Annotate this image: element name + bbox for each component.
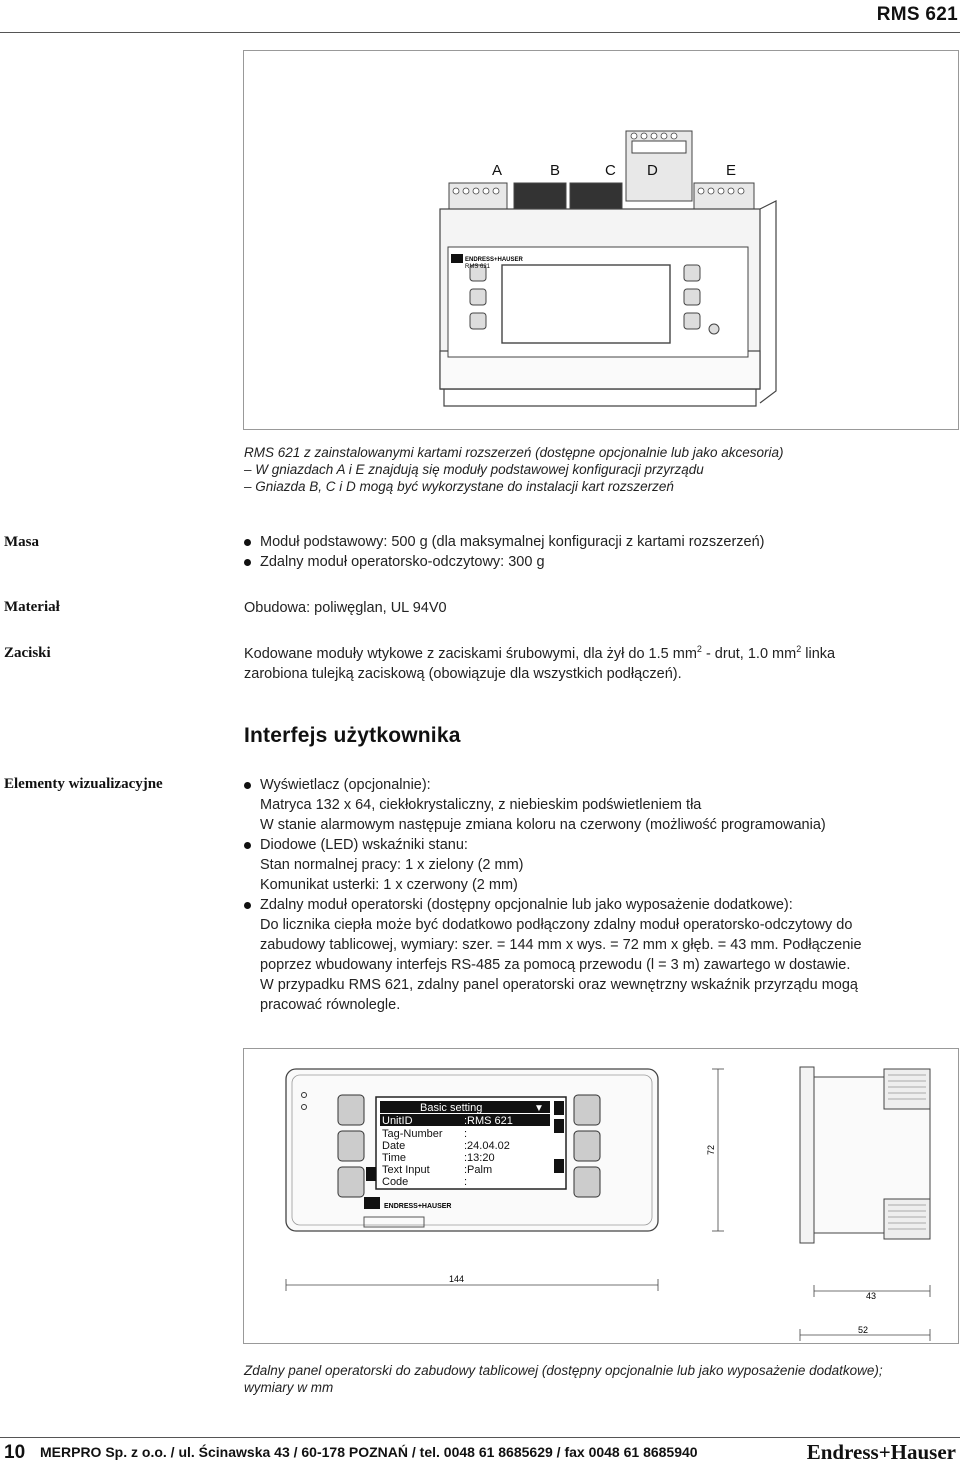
- masa-label: Masa: [4, 534, 39, 550]
- remote-panel-drawing: [244, 1049, 958, 1343]
- screen-row-value: :13:20: [464, 1152, 495, 1164]
- device-model-text: RMS 621: [465, 264, 491, 270]
- page-header-title: RMS 621: [876, 4, 958, 25]
- elementy-list: [244, 775, 944, 1015]
- screen-row-value: :: [464, 1176, 468, 1188]
- zaciski-sup1: 2: [696, 644, 702, 654]
- device-brand-text: ENDRESS+HAUSER: [465, 257, 523, 263]
- header-rule: [0, 32, 960, 33]
- device-figure: [243, 50, 959, 430]
- screen-row-key: UnitID: [382, 1115, 413, 1127]
- elementy-line: pracować równolegle.: [260, 997, 401, 1013]
- material-label: Materiał: [4, 599, 60, 615]
- figure2-caption-line: Zdalny panel operatorski do zabudowy tablicowej (dostępny opcjonalnie lub jako wyposażenie dodatkowe);: [244, 1363, 883, 1378]
- elementy-line: Stan normalnej pracy: 1 x zielony (2 mm): [260, 857, 524, 873]
- zaciski-line2: zarobiona tulejką zaciskową (obowiązuje dla wszystkich podłączeń).: [244, 666, 682, 682]
- slot-label-c: C: [605, 162, 616, 179]
- elementy-line: Zdalny moduł operatorski (dostępny opcjonalnie lub jako wyposażenie dodatkowe):: [244, 895, 944, 915]
- screen-row-value: :RMS 621: [464, 1115, 513, 1127]
- elementy-line: Komunikat usterki: 1 x czerwony (2 mm): [260, 877, 518, 893]
- material-text: Obudowa: poliwęglan, UL 94V0: [244, 600, 447, 616]
- slot-label-e: E: [726, 162, 737, 179]
- elementy-line: W przypadku RMS 621, zdalny panel operatorski oraz wewnętrzny wskaźnik przyrządu mogą: [260, 977, 858, 993]
- masa-item: Moduł podstawowy: 500 g (dla maksymalnej konfiguracji z kartami rozszerzeń): [244, 532, 944, 552]
- figure1-caption-line: – Gniazda B, C i D mogą być wykorzystane do instalacji kart rozszerzeń: [244, 479, 674, 494]
- screen-row-key: Text Input: [382, 1164, 430, 1176]
- section-title: Interfejs użytkownika: [244, 724, 461, 747]
- screen-title: Basic setting: [420, 1102, 483, 1114]
- footer-company: MERPRO Sp. z o.o. / ul. Ścinawska 43 / 60-178 POZNAŃ / tel. 0048 61 8685629 / fax 0048 61 8685940: [40, 1444, 698, 1460]
- slot-label-a: A: [492, 162, 503, 179]
- figure2-caption-line: wymiary w mm: [244, 1380, 334, 1395]
- elementy-line: Matryca 132 x 64, ciekłokrystaliczny, z niebieskim podświetleniem tła: [260, 797, 702, 813]
- elementy-line: W stanie alarmowym następuje zmiana koloru na czerwony (możliwość programowania): [260, 817, 826, 833]
- elementy-line: Diodowe (LED) wskaźniki stanu:: [244, 835, 944, 855]
- page-number: 10: [4, 1442, 26, 1463]
- rms621-device-drawing: [244, 51, 958, 429]
- figure2-caption: [244, 1362, 954, 1396]
- masa-list: [244, 532, 944, 572]
- elementy-line: Do licznika ciepła może być dodatkowo podłączony zdalny moduł operatorsko-odczytowy do: [260, 917, 853, 933]
- dim-height: 72: [706, 1144, 716, 1155]
- remote-panel-figure: [243, 1048, 959, 1344]
- dim-width: 144: [449, 1274, 465, 1284]
- figure1-caption: [244, 444, 944, 495]
- elementy-line: Wyświetlacz (opcjonalnie):: [244, 775, 944, 795]
- screen-row-value: :Palm: [464, 1164, 493, 1176]
- footer-brand-logo: Endress+Hauser: [806, 1440, 956, 1464]
- zaciski-sup2: 2: [796, 644, 802, 654]
- zaciski-part1: Kodowane moduły wtykowe z zaciskami śrubowymi, dla żył do 1.5 mm: [244, 646, 697, 662]
- figure1-caption-line: – W gniazdach A i E znajdują się moduły podstawowej konfiguracji przyrządu: [244, 462, 704, 477]
- screen-row-key: Date: [382, 1140, 406, 1152]
- elementy-label: Elementy wizualizacyjne: [4, 776, 163, 792]
- slot-label-b: B: [550, 162, 561, 179]
- zaciski-label: Zaciski: [4, 645, 51, 661]
- elementy-line: zabudowy tablicowej, wymiary: szer. = 144 mm x wys. = 72 mm x głęb. = 43 mm. Podłączenie: [260, 937, 862, 953]
- screen-row-key: Tag-Number: [382, 1128, 443, 1140]
- zaciski-text: [244, 644, 944, 684]
- dim-depth: 43: [866, 1291, 877, 1301]
- screen-row-value: :: [464, 1128, 468, 1140]
- screen-down-arrow-icon: ▼: [534, 1103, 544, 1114]
- zaciski-part2: - drut, 1.0 mm: [701, 646, 797, 662]
- screen-row-key: Time: [382, 1152, 407, 1164]
- screen-row-key: Code: [382, 1176, 409, 1188]
- dim-total-depth: 52: [858, 1325, 869, 1335]
- figure1-caption-line: RMS 621 z zainstalowanymi kartami rozszerzeń (dostępne opcjonalnie lub jako akcesoria): [244, 445, 784, 460]
- zaciski-part3: linka: [801, 646, 836, 662]
- slot-label-d: D: [647, 162, 658, 179]
- screen-row-value: :24.04.02: [464, 1140, 510, 1152]
- panel-brand-text: ENDRESS+HAUSER: [384, 1203, 452, 1210]
- footer-rule: [0, 1437, 960, 1438]
- elementy-line: poprzez wbudowany interfejs RS-485 za pomocą przewodu (l = 3 m) zawartego w dostawie.: [260, 957, 851, 973]
- masa-item: Zdalny moduł operatorsko-odczytowy: 300 g: [244, 552, 944, 572]
